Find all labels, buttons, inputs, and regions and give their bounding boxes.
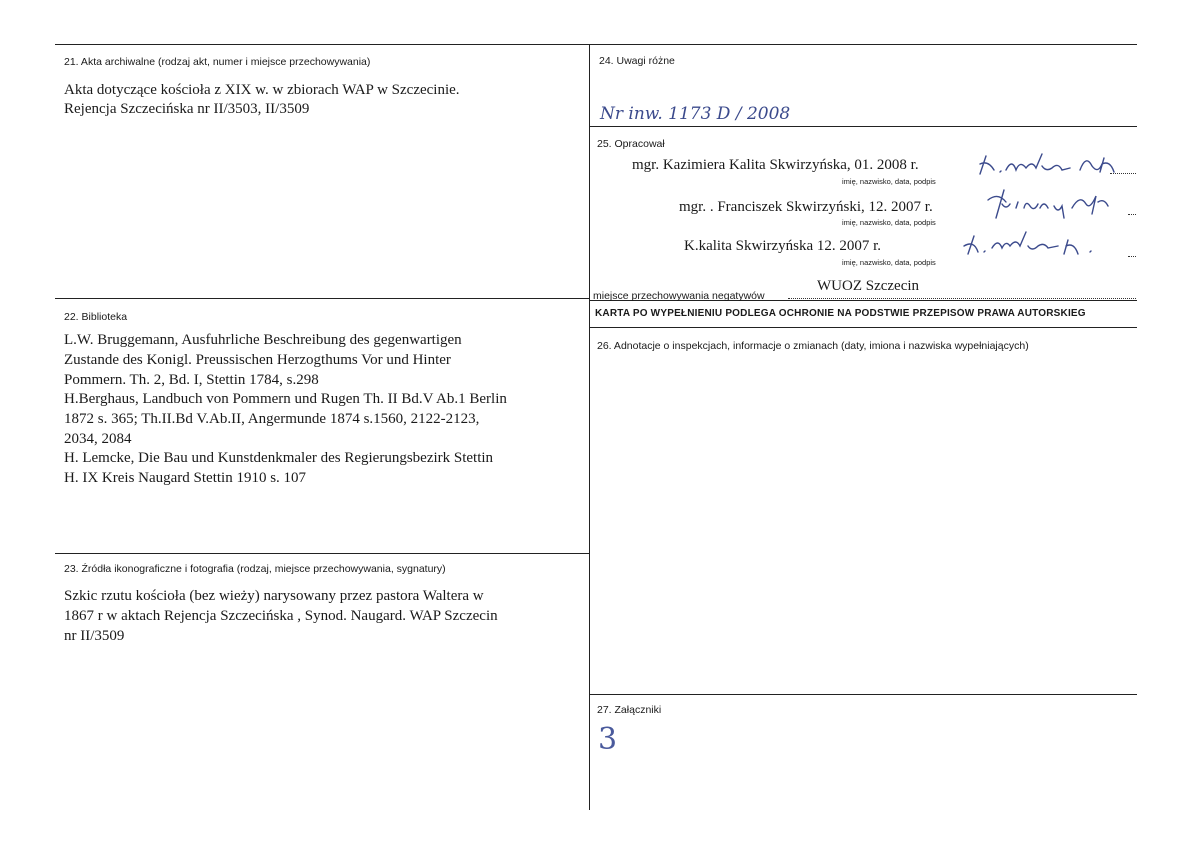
author-caption: imię, nazwisko, data, podpis [842, 177, 936, 186]
center-divider [589, 44, 590, 810]
section-22-label: 22. Biblioteka [64, 311, 128, 323]
signature-1 [972, 150, 1132, 178]
copyright-notice: KARTA PO WYPEŁNIENIU PODLEGA OCHRONIE NA PODSTWIE PRZEPISÓW PRAWA AUTORSKIEG [595, 308, 1086, 319]
signature-2 [982, 186, 1122, 222]
rule-24-25 [589, 126, 1137, 127]
author-entry: mgr. Kazimiera Kalita Skwirzyńska, 01. 2008 r. [632, 157, 919, 173]
section-27-label: 27. Załączniki [597, 704, 662, 716]
section-23-line: 1867 r w aktach Rejencja Szczecińska , Synod. Naugard. WAP Szczecin [64, 608, 498, 624]
author-entry: mgr. . Franciszek Skwirzyński, 12. 2007 r. [679, 199, 933, 215]
section-24-label: 24. Uwagi różne [599, 55, 675, 67]
inventory-number-handwritten: Nr inw. 1173 D / 2008 [600, 104, 791, 124]
attachments-count-handwritten: 3 [598, 722, 618, 757]
negatives-value: WUOZ Szczecin [817, 278, 920, 294]
section-22-line: 1872 s. 365; Th.II.Bd V.Ab.II, Angermunde 1874 s.1560, 2122-2123, [64, 411, 480, 427]
section-22-line: 2034, 2084 [64, 431, 132, 447]
section-22-line: H. Lemcke, Die Bau und Kunstdenkmaler des Regierungsbezirk Stettin [64, 450, 494, 466]
signature-line [1128, 214, 1136, 215]
rule-21-22 [55, 298, 589, 299]
section-22-line: H. IX Kreis Naugard Stettin 1910 s. 107 [64, 470, 307, 486]
negatives-label: miejsce przechowywania negatywów [593, 290, 765, 302]
top-rule [55, 44, 1137, 45]
section-22-line: Pommern. Th. 2, Bd. I, Stettin 1784, s.298 [64, 372, 319, 388]
section-25-label: 25. Opracował [597, 138, 665, 150]
section-23-line: Szkic rzutu kościoła (bez wieży) narysowany przez pastora Waltera w [64, 588, 484, 604]
section-22-line: H.Berghaus, Landbuch von Pommern und Rugen Th. II Bd.V Ab.1 Berlin [64, 391, 507, 407]
section-21-line: Akta dotyczące kościoła z XIX w. w zbiorach WAP w Szczecinie. [64, 82, 460, 98]
rule-copyright [589, 327, 1137, 328]
section-21-label: 21. Akta archiwalne (rodzaj akt, numer i miejsce przechowywania) [64, 56, 371, 68]
negatives-dotted-line [788, 298, 1136, 299]
author-caption: imię, nazwisko, data, podpis [842, 218, 936, 227]
author-caption: imię, nazwisko, data, podpis [842, 258, 936, 267]
rule-26-27 [589, 694, 1137, 695]
section-21-line: Rejencja Szczecińska nr II/3503, II/3509 [64, 101, 310, 117]
rule-22-23 [55, 553, 589, 554]
section-22-line: Zustande des Konigl. Preussischen Herzogthums Vor und Hinter [64, 352, 451, 368]
author-entry: K.kalita Skwirzyńska 12. 2007 r. [684, 238, 882, 254]
signature-3 [958, 228, 1118, 260]
section-23-line: nr II/3509 [64, 628, 125, 644]
section-23-label: 23. Źródła ikonograficzne i fotografia (rodzaj, miejsce przechowywania, sygnatury) [64, 563, 446, 575]
signature-line [1128, 256, 1136, 257]
section-26-label: 26. Adnotacje o inspekcjach, informacje o zmianach (daty, imiona i nazwiska wypełniających) [597, 340, 1029, 352]
section-22-line: L.W. Bruggemann, Ausfuhrliche Beschreibung des gegenwartigen [64, 332, 462, 348]
